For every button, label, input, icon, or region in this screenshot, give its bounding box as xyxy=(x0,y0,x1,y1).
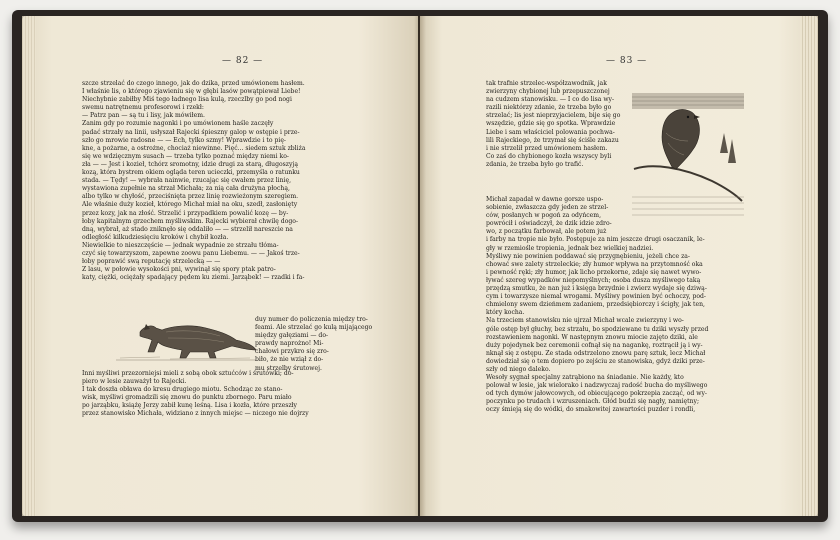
text-line: Z lasu, w połowie wysokości pni, wywinął się spory ptak patro- xyxy=(82,266,276,274)
text-line: swemu natrętnemu profesorowi i rzekł: xyxy=(82,104,204,112)
right-top-text xyxy=(486,80,634,169)
text-line: i pewność ręki; zły humor, jak licho przekorne, zdaje się nawet wywo- xyxy=(486,268,702,276)
text-line: szło go mrowie radosne — — Ech, tylko szmy! Wprawdzie i to pię- xyxy=(82,136,286,144)
book-gutter xyxy=(414,16,426,516)
text-line: Michał zapadał w dawne gorsze uspo- xyxy=(486,196,604,203)
right-main-text xyxy=(486,196,742,415)
text-line: zwierzyny chybionej lub przepuszczonej xyxy=(486,88,610,96)
text-line: Niechybnie zabiłby Miś tego ładnego lisa kulą, rzeczlby go pod nogi xyxy=(82,96,292,104)
text-line: Inni myśliwi przezorniejsi mieli z sobą obok sztućców i śrutówki; do- xyxy=(82,370,294,377)
text-line: Ale właśnie duży kozieł, którego Michał miał na oku, szedł, zasłonięty xyxy=(82,201,298,209)
text-line: szcze strzelać do czego innego, jak do dzika, przed umówionem hasłem. xyxy=(82,80,305,87)
text-line: prawdy naprożno! Mi- xyxy=(255,340,324,348)
text-line: góle ostęp był głuchy, bez strzału, bo spodziewane tu dziki wyszły przed xyxy=(486,325,709,333)
text-line: chałowi przykro się zro- xyxy=(255,348,329,356)
text-line: Na trzeciem stanowisku nie ujrzał Michał wcale zwierzyny i wo- xyxy=(486,317,684,325)
text-line: padać strzały na linii, usłyszał Rajecki śpieszny galop w ostępie i prze- xyxy=(82,128,300,136)
text-line: chować swe zalety strzeleckie; zły humor wpływa na przytomność oka xyxy=(486,260,703,268)
text-line: biło, że nie wziął z do- xyxy=(255,356,324,364)
text-line: chmielony swem dzieńmem zadaniem, przedsiębiorczy i ścigły, jak ten, xyxy=(486,301,705,309)
text-line: nknął się z ostępu. Ze stada odstrzelono znowu parę sztuk, lecz Michał xyxy=(486,349,706,357)
text-line: szły od niego daleko. xyxy=(486,365,551,373)
text-line: ców, posłanych w pogoń za odyńcem, xyxy=(486,212,602,220)
text-line: wszędzie, gdzie się go spotka. Wprawdzie xyxy=(486,120,616,128)
text-line: się we wdzięcznym susach — trzeba tylko poznać między niemi ko- xyxy=(82,152,289,160)
text-line: który kocha. xyxy=(486,309,525,317)
text-line: katy, ciężki, ociężały spadający pędem ku ziemi. Jarząbek! — rzadki i fa- xyxy=(82,274,305,282)
text-line: wystawiona zupełnie na strzał Michała; za nią cała drużyna płochą, xyxy=(82,185,290,193)
text-line: oczy śmieją się do wódki, do smakowitej zawartości puzder i rondli, xyxy=(486,406,696,414)
text-line: strzelać; lis jest nieprzyjacielem, bije się go xyxy=(486,112,621,120)
text-line: piero w lesie zauważył to Rajecki. xyxy=(82,378,187,386)
text-line: — Patrz pan — są tu i lisy, jak mówiłem. xyxy=(82,112,205,120)
fox-illustration xyxy=(110,312,260,364)
text-line: I właśnie lis, o którego zjawieniu się w głębi lasów powątpiewał Liebe! xyxy=(82,88,301,96)
text-line: Wesoły sygnał specjalny zatrąbiono na śniadanie. Nie każdy, kto xyxy=(486,374,684,382)
left-lower-text xyxy=(82,370,356,419)
text-line: kne, a pożarne, a ostrożne, chociaż niewinne. Pięć... siedem sztuk zbliża xyxy=(82,144,306,152)
text-line: feami. Ale strzelać go kulą mijającego xyxy=(255,324,373,332)
left-wrap-text xyxy=(255,316,373,373)
text-line: powrócił i oświadczył, że dzik idzie zdro- xyxy=(486,220,612,228)
right-page-edges xyxy=(800,16,818,516)
text-line: sobienie, zwłaszcza gdy jeden ze strzel- xyxy=(486,204,609,212)
text-line: cym i towarzysze niemal wrogami. Myśliwy powinien być ochoczy, pod- xyxy=(486,293,706,301)
text-line: stada. — Tędy! — wybrała nainwie, rzucając się cwałem przez linię, xyxy=(82,177,292,185)
text-line: zła — — Jest i kozieł, tchórz sromotny, idzie drugi za starą, długoszyją xyxy=(82,160,298,168)
text-line: na cudzem stanowisku. — I co do lisa wy- xyxy=(486,96,615,104)
text-line: lili Rajeckiego, że trzymał się ściśle zakazu xyxy=(486,136,619,144)
text-line: ływać szereg wypadków niepomyślnych; osoba dusza myśliwego taką xyxy=(486,276,701,284)
text-line: kozą, która bystrem okiem ogląda teren ucieczki, przemyśla o ratunku xyxy=(82,169,300,177)
text-line: po jarząbku, książę Jerzy zabił kunę leśną. Lisa i kozła, które przeszły xyxy=(82,402,297,410)
text-line: Niewielkie to nieszczęście — jednak wypadnie ze strzału tłóma- xyxy=(82,241,279,249)
text-line: wo, z początku farbował, ale potem już xyxy=(486,228,607,236)
text-line: odległość kilkudziesięciu kroków i chybił kozła. xyxy=(82,233,229,241)
text-line: dowiedział się o tem dopiero po zejściu ze stanowiska, gdyż dziki prze- xyxy=(486,357,705,365)
left-page-edges xyxy=(22,16,36,516)
text-line: Zanim gdy po rozumie nagonki i po umówionem haśle zaczęły xyxy=(82,120,274,128)
text-line: rozstawieniem nagonki. W następnym znowu miocie zajęto dziki, ale xyxy=(486,333,698,341)
text-line: przędzą smutku, że nan już i księga brzydnie i zwierz wydaje się dziwą- xyxy=(486,285,707,293)
text-line: poczynku po trudach i wzruszeniach. Głód budzi się nagły, namiętny; xyxy=(486,398,700,406)
text-line: i nie strzelił przed umówionem hasłem. xyxy=(486,144,608,152)
text-line: gły w rzemiośle tropienia, jednak bez wielkiej nadziei. xyxy=(486,244,654,252)
text-line: dną, wybrał, aż stado zniknęło się oddaliło — — strzelił nareszcie na xyxy=(82,225,293,233)
text-line: albo tylko w chyłość, przeciśnięta przez linię rozwieżonym szeregiem. xyxy=(82,193,299,201)
text-line: I tak doszła obława do kresu drugiego miotu. Schodząc ze stano- xyxy=(82,386,283,394)
text-line: razili niektórzy zdanie, że trzeba było go xyxy=(486,104,612,112)
text-line: tak trafnie strzelec-współzawodnik, jak xyxy=(486,80,607,87)
text-line: i farby na tropie nie było. Postępuje za nim jeszcze drugi osaczanik, le- xyxy=(486,236,705,244)
text-line: duży pojedynek bez ceremonii cofnął się na nagankę, roztrącił ją i wy- xyxy=(486,341,703,349)
text-line: duy numer do policzenia między tro- xyxy=(255,316,368,323)
text-line: przez stanowisko Michała, widziano z innych miejsc — niczego nie dojrzy xyxy=(82,410,309,418)
right-page-number: — 83 — xyxy=(606,56,648,66)
left-page-number: — 82 — xyxy=(222,56,264,66)
text-line: mu strzelby śrutowej. xyxy=(255,364,322,372)
text-line: między gałęziami — do- xyxy=(255,332,329,340)
text-line: zdania, że trzeba było go trafić. xyxy=(486,160,584,168)
text-line: polował w lesie, jak wielorako i nadzwyczaj radość bucha do myśliwego xyxy=(486,382,708,390)
text-line: czyć się towarzyszom, zapewne zoowu panu Liebemu. — — Jakoś trze- xyxy=(82,249,300,257)
text-line: wisk, myśliwi gromadzili się znowu do punktu zbornego. Paru miało xyxy=(82,394,292,402)
text-line: od tych dymów jałowcowych, od obiecującego pokrzepia zacząć, od wy- xyxy=(486,390,707,398)
text-line: Myśliwy nie powinien poddawać się przygnębieniu, jeżeli chce za- xyxy=(486,252,690,260)
text-line: przez kozy, jak na złość. Strzelić i przypadkiem powalić kozę — by- xyxy=(82,209,289,217)
left-main-text xyxy=(82,80,356,282)
text-line: Co zaś do chybionego kozła wszyscy byli xyxy=(486,152,612,160)
text-line: łoby kapitalnym grzechem myśliwskim. Rajecki wybierał chwilę dogo- xyxy=(82,217,299,225)
text-line: Liebe i sam właściciel polowania pochwa- xyxy=(486,128,615,136)
text-line: łoby poprawić swą reputację strzelecką — — xyxy=(82,258,221,266)
